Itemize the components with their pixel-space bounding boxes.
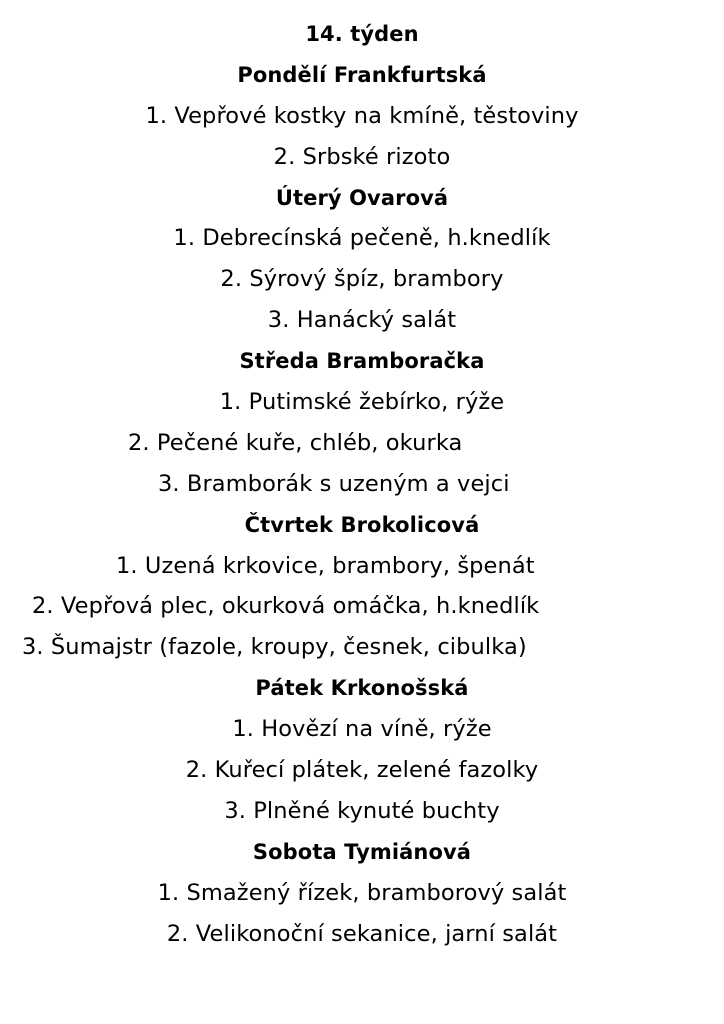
day-heading-tuesday: Úterý Ovarová [275, 185, 449, 210]
day-heading-thursday: Čtvrtek Brokolicová [244, 512, 480, 537]
day-heading-saturday: Sobota Tymiánová [252, 839, 472, 864]
dish-wednesday-1: 1. Putimské žebírko, rýže [219, 389, 505, 416]
dish-friday-3: 3. Plněné kynuté buchty [224, 797, 500, 824]
dish-tuesday-3: 3. Hanácký salát [267, 307, 457, 334]
dish-tuesday-1: 1. Debrecínská pečeně, h.knedlík [173, 225, 551, 252]
day-heading-wednesday: Středa Bramboračka [239, 349, 485, 374]
dish-friday-2: 2. Kuřecí plátek, zelené fazolky [185, 757, 539, 784]
dish-tuesday-2: 2. Sýrový špíz, brambory [220, 266, 504, 293]
dish-thursday-3: 3. Šumajstr (fazole, kroupy, česnek, cibulka) [22, 634, 527, 661]
dish-friday-1: 1. Hovězí na víně, rýže [232, 716, 492, 743]
weekly-menu [0, 14, 724, 954]
dish-thursday-2: 2. Vepřová plec, okurková omáčka, h.knedlík [32, 593, 540, 620]
day-heading-friday: Pátek Krkonošská [255, 676, 469, 701]
dish-monday-2: 2. Srbské rizoto [273, 143, 451, 170]
day-heading-monday: Pondělí Frankfurtská [237, 62, 487, 87]
dish-wednesday-2: 2. Pečené kuře, chléb, okurka [128, 429, 463, 456]
dish-thursday-1: 1. Uzená krkovice, brambory, špenát [116, 552, 535, 579]
week-title: 14. týden [305, 22, 419, 46]
dish-monday-1: 1. Vepřové kostky na kmíně, těstoviny [145, 102, 579, 129]
dish-saturday-1: 1. Smažený řízek, bramborový salát [157, 879, 567, 906]
dish-wednesday-3: 3. Bramborák s uzeným a vejci [158, 470, 510, 497]
dish-saturday-2: 2. Velikonoční sekanice, jarní salát [166, 920, 558, 947]
